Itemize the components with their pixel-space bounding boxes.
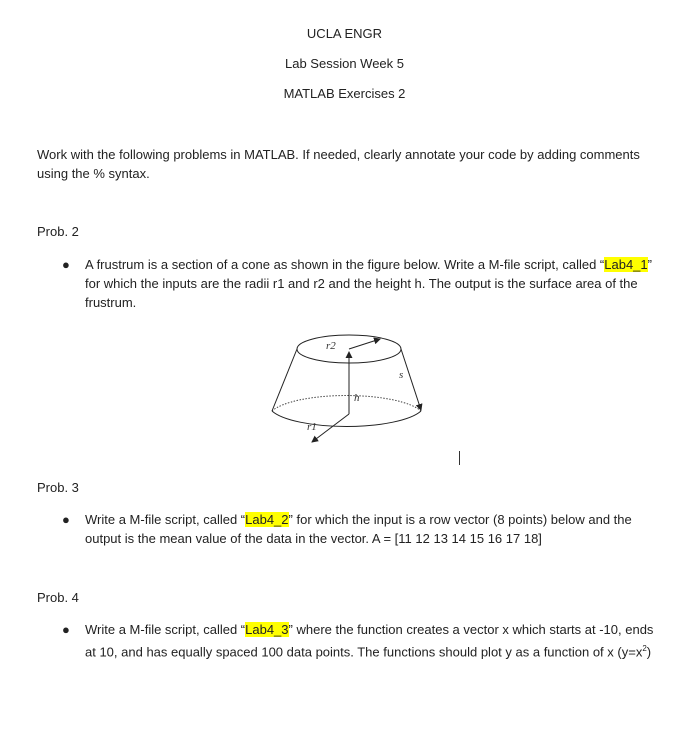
prob-4-text: Write a M-file script, called “Lab4_3” where the function creates a vector x which starts at -10, ends at 10, and has equally spaced 100 data points. The functions should plot y as a function of x $(y=x^2)$ [85, 622, 654, 660]
prob-4-title: Prob. 4 [37, 590, 79, 605]
text-cursor [459, 451, 460, 465]
slant-arrow [401, 349, 421, 410]
highlight-lab4-3: Lab4_3 [245, 622, 289, 637]
bullet-icon: ● [62, 257, 70, 272]
highlight-lab4-2: Lab4_2 [245, 512, 289, 527]
label-r2: r2 [326, 340, 336, 352]
prob-2-title: Prob. 2 [37, 224, 79, 239]
prob-3-text: Write a M-file script, called “Lab4_2” for which the input is a row vector (8 points) below and the output is the mean value of the data in the vector. A = [11 12 13 14 15 16 17 18] [85, 512, 632, 546]
bullet-icon: ● [62, 622, 70, 637]
frustum-left-side [272, 349, 297, 411]
doc-title: UCLA ENGR [306, 26, 383, 41]
label-r1: r1 [307, 421, 317, 433]
frustum-bottom-front [272, 411, 421, 426]
bullet-icon: ● [62, 512, 70, 527]
label-h: h [354, 392, 360, 404]
highlight-lab4-1: Lab4_1 [604, 257, 648, 272]
prob-2-text: A frustrum is a section of a cone as shown in the figure below. Write a M-file script, called “Lab4_1” for which the inputs are the radii r1 and r2 and the height h. The output is the surface area of the frustrum. [85, 257, 652, 310]
doc-section: MATLAB Exercises 2 [283, 86, 406, 101]
frustum-bottom-back [272, 396, 421, 411]
frustum-figure [262, 322, 432, 462]
doc-subtitle: Lab Session Week 5 [285, 56, 404, 71]
r1-arrow [312, 414, 349, 442]
prob-3-title: Prob. 3 [37, 480, 79, 495]
r2-arrow [349, 339, 380, 349]
intro-paragraph: Work with the following problems in MATLAB. If needed, clearly annotate your code by adding comments using the % syntax. [37, 147, 640, 181]
label-s: s [399, 369, 404, 381]
